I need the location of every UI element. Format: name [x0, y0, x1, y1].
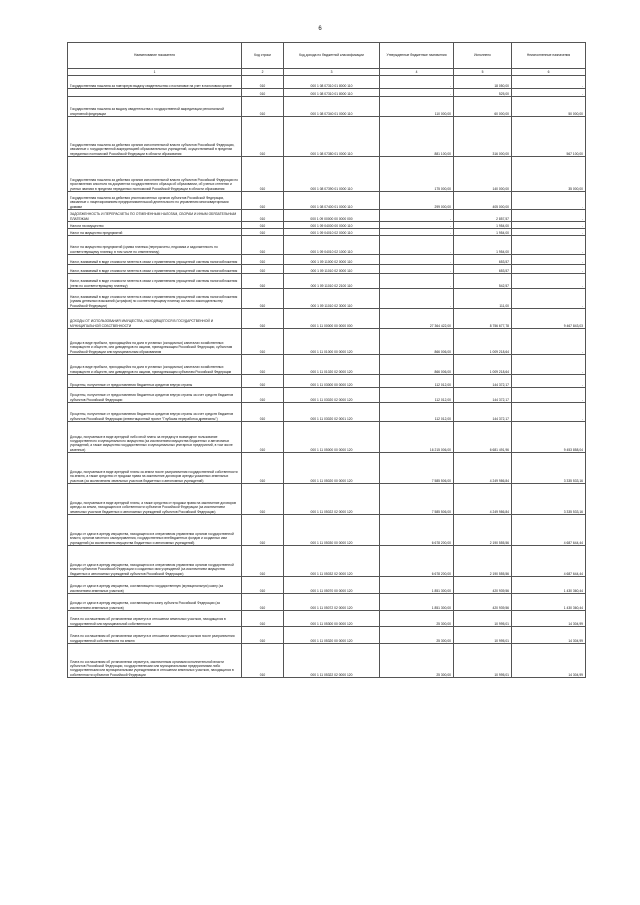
row-revenue-code: 000 1 09 11010 02 2100 110 [284, 274, 380, 289]
row-revenue-code: 000 1 08 07340 01 0000 110 [284, 97, 380, 117]
column-number: 4 [380, 69, 454, 76]
header-approved: Утвержденные бюджетные назначения [380, 43, 454, 69]
row-line-code: 010 [242, 274, 284, 289]
table-row [68, 611, 586, 627]
row-line-code: 010 [242, 255, 284, 265]
row-approved: 1 851 300,00 [380, 577, 454, 594]
table-row [68, 222, 586, 229]
row-name: Налог, взимаемый в виде стоимости патента в связи с применением упрощенной системы налогообложения [68, 265, 242, 274]
row-name: Доходы от сдачи в аренду имущества, находящегося в оперативном управлении органов государственной власти субъектов Российской Федерации и созданных ими учреждений (за исключением имущества бюджетных и автономных учреждений субъектов Российской Федерации) [68, 546, 242, 577]
table-row [68, 274, 586, 289]
row-line-code: 010 [242, 484, 284, 515]
row-remaining: 14 304,99 [512, 627, 586, 644]
row-revenue-code: 000 1 11 05020 00 0000 120 [284, 453, 380, 484]
row-revenue-code: 000 1 11 05072 02 0000 120 [284, 594, 380, 611]
table-row [68, 97, 586, 117]
row-approved: 27 364 422,00 [380, 309, 454, 329]
row-remaining: - [512, 265, 586, 274]
table-row [68, 422, 586, 453]
row-name: Доходы от сдачи в аренду имущества, составляющего казну субъекта Российской Федерации (за исключением земельных участков) [68, 594, 242, 611]
table-row [68, 403, 586, 422]
row-line-code: 010 [242, 97, 284, 117]
row-executed: 525,00 [454, 89, 512, 97]
row-remaining: - [512, 192, 586, 210]
row-executed: 316 000,00 [454, 117, 512, 157]
row-approved: - [380, 289, 454, 309]
row-revenue-code: 000 1 11 03020 02 0000 120 [284, 388, 380, 403]
row-name [68, 89, 242, 97]
row-revenue-code: 000 1 08 07310 01 8000 110 [284, 89, 380, 97]
row-revenue-code: 000 1 11 05320 00 0000 120 [284, 627, 380, 644]
row-approved: 112 012,00 [380, 388, 454, 403]
row-line-code: 010 [242, 515, 284, 546]
row-revenue-code: 000 1 11 00000 00 0000 000 [284, 309, 380, 329]
table-row [68, 644, 586, 678]
row-name: Доходы, получаемые в виде арендной платы, а также средства от продажи права на заключение договоров аренды за земли, находящиеся в собственности субъектов Российской Федерации (за исключением земельных участков бюджетных и автономных учреждений субъектов Российской Федерации) [68, 484, 242, 515]
row-revenue-code: 000 1 11 05000 00 0000 120 [284, 422, 380, 453]
row-line-code: 010 [242, 594, 284, 611]
row-revenue-code: 000 1 09 04010 02 0000 110 [284, 229, 380, 236]
row-approved: 866 006,00 [380, 329, 454, 355]
row-executed: 111,00 [454, 289, 512, 309]
row-executed: 60 000,00 [454, 97, 512, 117]
header-executed: Исполнено [454, 43, 512, 69]
row-name: Проценты, полученные от предоставления бюджетных кредитов внутри страны [68, 375, 242, 388]
row-line-code: 010 [242, 453, 284, 484]
table-row [68, 329, 586, 355]
row-approved: - [380, 76, 454, 89]
row-line-code: 010 [242, 222, 284, 229]
row-remaining: - [512, 375, 586, 388]
row-remaining: 567 100,00 [512, 117, 586, 157]
row-name: Налог, взимаемый в виде стоимости патента в связи с применением упрощенной системы налогообложения [68, 255, 242, 265]
row-line-code: 010 [242, 229, 284, 236]
row-line-code: 010 [242, 375, 284, 388]
row-name: Доходы от сдачи в аренду имущества, находящегося в оперативном управлении органов государственной власти, органов местного самоуправления, государственных внебюджетных фондов и созданных ими учреждений (за исключением имущества бюджетных и автономных учреждений) [68, 515, 242, 546]
row-name: Доходы в виде прибыли, приходящейся на доли в уставных (складочных) капиталах хозяйственных товариществ и обществ, или дивидендов по акциям, принадлежащим Российской Федерации, субъектам Российской Федерации или муниципальным образованиям [68, 329, 242, 355]
row-line-code: 010 [242, 422, 284, 453]
row-approved: - [380, 222, 454, 229]
row-remaining: 14 304,99 [512, 644, 586, 678]
row-executed: 4 249 986,84 [454, 484, 512, 515]
header-revenue-code: Код дохода по бюджетной классификации [284, 43, 380, 69]
row-executed: 420 939,56 [454, 577, 512, 594]
table-row [68, 265, 586, 274]
row-approved: 6 678 200,00 [380, 515, 454, 546]
page-number: 6 [318, 26, 322, 32]
row-name: Государственная пошлина за действия уполномоченных органов субъектов Российской Федерации, связанные с лицензированием предпринимательской деятельности по управлению многоквартирными домами [68, 192, 242, 210]
table-row [68, 89, 586, 97]
row-line-code: 010 [242, 611, 284, 627]
row-remaining: - [512, 274, 586, 289]
row-name: ЗАДОЛЖЕННОСТЬ И ПЕРЕРАСЧЕТЫ ПО ОТМЕНЕННЫМ НАЛОГАМ, СБОРАМ И ИНЫМ ОБЯЗАТЕЛЬНЫМ ПЛАТЕЖАМ [68, 210, 242, 222]
row-name: Налог, взимаемый в виде стоимости патента в связи с применением упрощенной системы налогообложения (пени по соответствующему платежу) [68, 274, 242, 289]
row-line-code: 010 [242, 546, 284, 577]
row-executed: 4 249 986,84 [454, 453, 512, 484]
row-revenue-code: 000 1 11 05300 00 0000 120 [284, 611, 380, 627]
row-executed: 2 190 555,56 [454, 515, 512, 546]
row-line-code: 010 [242, 644, 284, 678]
row-approved: - [380, 89, 454, 97]
table-row [68, 594, 586, 611]
row-name: Доходы от сдачи в аренду имущества, составляющего государственную (муниципальную) казну (за исключением земельных участков) [68, 577, 242, 594]
row-remaining: - [512, 329, 586, 355]
row-revenue-code: 000 1 08 07310 01 8000 110 [284, 76, 380, 89]
row-revenue-code: 000 1 11 03000 00 0000 120 [284, 375, 380, 388]
row-name: Государственная пошлина за действия органов исполнительной власти субъектов Российской Федерации по проставлению апостиля на документах государственного образца об образовании, об ученых степенях и ученых званиях в пределах переданных полномочий Российской Федерации в области образования [68, 157, 242, 192]
row-executed: 144 372,17 [454, 375, 512, 388]
budget-execution-report [67, 42, 585, 678]
row-approved: - [380, 229, 454, 236]
row-approved: - [380, 274, 454, 289]
row-revenue-code: 000 1 11 05030 00 0000 120 [284, 515, 380, 546]
row-remaining: - [512, 388, 586, 403]
row-executed: 1 009 218,64 [454, 329, 512, 355]
row-approved: - [380, 265, 454, 274]
row-line-code: 010 [242, 403, 284, 422]
table-row [68, 192, 586, 210]
table-row [68, 309, 586, 329]
row-line-code: 010 [242, 355, 284, 375]
row-remaining: - [512, 76, 586, 89]
row-line-code: 010 [242, 76, 284, 89]
row-executed: 144 372,17 [454, 403, 512, 422]
row-executed: 18 050,00 [454, 76, 512, 89]
revenue-table [67, 42, 586, 678]
row-revenue-code: 000 1 11 01000 00 0000 120 [284, 329, 380, 355]
row-line-code: 010 [242, 309, 284, 329]
row-name: Государственная пошлина за повторную выдачу свидетельства о постановке на учет в налоговом органе [68, 76, 242, 89]
row-approved: 110 000,00 [380, 97, 454, 117]
row-approved: 112 012,00 [380, 403, 454, 422]
table-body [68, 76, 586, 678]
row-remaining: - [512, 236, 586, 255]
row-revenue-code: 000 1 11 05032 02 0000 120 [284, 546, 380, 577]
row-executed: 653,57 [454, 265, 512, 274]
row-remaining: - [512, 403, 586, 422]
row-name: Налог на имущество предприятий (сумма платежа (перерасчеты, недоимка и задолженность по соответствующему платежу, в том числе по отмененному) [68, 236, 242, 255]
row-revenue-code: 000 1 09 11000 02 0000 110 [284, 255, 380, 265]
row-line-code: 010 [242, 117, 284, 157]
row-name: Государственная пошлина за выдачу свидетельства о государственной аккредитации региональной спортивной федерации [68, 97, 242, 117]
table-row [68, 76, 586, 89]
row-revenue-code: 000 1 11 05322 02 0000 120 [284, 644, 380, 678]
row-name: Проценты, полученные от предоставления бюджетных кредитов внутри страны за счет средств бюджетов субъектов Российской Федерации [68, 388, 242, 403]
column-number: 2 [242, 69, 284, 76]
row-line-code: 010 [242, 192, 284, 210]
row-remaining: - [512, 210, 586, 222]
row-executed: 542,57 [454, 274, 512, 289]
row-line-code: 010 [242, 329, 284, 355]
table-row [68, 484, 586, 515]
row-remaining: - [512, 255, 586, 265]
row-executed: 2 190 555,56 [454, 546, 512, 577]
row-approved: 299 000,00 [380, 192, 454, 210]
row-name: Государственная пошлина за действия органов исполнительной власти субъектов Российской Федерации, связанные с государственной аккредитацией образовательных учреждений, осуществляемой в пределах переданных полномочий Российской Федерации в области образования [68, 117, 242, 157]
row-remaining: 35 000,00 [512, 157, 586, 192]
row-revenue-code: 000 1 11 05070 00 0000 120 [284, 577, 380, 594]
row-revenue-code: 000 1 11 03020 02 0001 120 [284, 403, 380, 422]
row-name: ДОХОДЫ ОТ ИСПОЛЬЗОВАНИЯ ИМУЩЕСТВА, НАХОДЯЩЕГОСЯ В ГОСУДАРСТВЕННОЙ И МУНИЦИПАЛЬНОЙ СОБСТВЕННОСТИ [68, 309, 242, 329]
table-row [68, 627, 586, 644]
row-approved: 7 585 506,00 [380, 453, 454, 484]
row-executed: 1 954,00 [454, 229, 512, 236]
row-remaining: 4 687 644,44 [512, 515, 586, 546]
row-approved: 25 300,00 [380, 644, 454, 678]
row-remaining: - [512, 229, 586, 236]
row-remaining: 9 467 843,03 [512, 309, 586, 329]
row-approved: - [380, 255, 454, 265]
row-executed: 144 372,17 [454, 388, 512, 403]
row-remaining: 3 335 533,16 [512, 453, 586, 484]
row-approved: 16 215 006,00 [380, 422, 454, 453]
row-approved: 112 012,00 [380, 375, 454, 388]
column-number-row [68, 69, 586, 76]
row-remaining: 4 687 644,44 [512, 546, 586, 577]
row-executed: 10 995,01 [454, 644, 512, 678]
row-revenue-code: 000 1 09 11010 02 0000 110 [284, 265, 380, 274]
row-approved: 866 006,00 [380, 355, 454, 375]
row-revenue-code: 000 1 11 01020 02 0000 120 [284, 355, 380, 375]
header-remaining: Неисполненные назначения [512, 43, 586, 69]
row-line-code: 010 [242, 388, 284, 403]
row-line-code: 010 [242, 289, 284, 309]
row-name: Налог, взимаемый в виде стоимости патента в связи с применением упрощенной системы налогообложения (суммы денежных взысканий (штрафов) по соответствующему платежу согласно законодательству Российской Федерации) [68, 289, 242, 309]
table-row [68, 117, 586, 157]
row-approved: - [380, 236, 454, 255]
row-revenue-code: 000 1 08 07390 01 0000 110 [284, 157, 380, 192]
row-executed: 420 939,56 [454, 594, 512, 611]
row-revenue-code: 000 1 08 07380 01 0000 110 [284, 117, 380, 157]
row-remaining: 50 000,00 [512, 97, 586, 117]
row-remaining: 14 304,99 [512, 611, 586, 627]
row-name: Налог на имущество предприятий [68, 229, 242, 236]
row-name: Проценты, полученные от предоставления бюджетных кредитов внутри страны за счет средств бюджетов субъектов Российской Федерации (инвестиционный проект "Глубокая переработка древесины") [68, 403, 242, 422]
row-executed: 653,57 [454, 255, 512, 265]
row-remaining: - [512, 289, 586, 309]
row-line-code: 010 [242, 627, 284, 644]
row-name: Плата по соглашениям об установлении сервитута, заключенным органами исполнительной власти субъектов Российской Федерации, государственными или муниципальными предприятиями либо государственными или муниципальными учреждениями в отношении земельных участков, находящихся в собственности субъектов Российской Федерации [68, 644, 242, 678]
row-remaining: 1 430 360,44 [512, 577, 586, 594]
row-executed: 6 681 491,96 [454, 422, 512, 453]
row-remaining: 1 430 360,44 [512, 594, 586, 611]
row-executed: 140 000,00 [454, 157, 512, 192]
row-approved: 25 300,00 [380, 611, 454, 627]
row-name: Доходы, получаемые в виде арендной платы за земли после разграничения государственной собственности на землю, а также средства от продажи права на заключение договоров аренды указанных земельных участков (за исключением земельных участков бюджетных и автономных учреждений) [68, 453, 242, 484]
table-row [68, 388, 586, 403]
row-revenue-code: 000 1 08 07400 01 0000 110 [284, 192, 380, 210]
table-row [68, 157, 586, 192]
column-number: 1 [68, 69, 242, 76]
row-executed: 8 756 677,78 [454, 309, 512, 329]
table-row [68, 229, 586, 236]
row-remaining: 3 335 533,16 [512, 484, 586, 515]
table-row [68, 236, 586, 255]
row-name: Доходы в виде прибыли, приходящейся на доли в уставных (складочных) капиталах хозяйственных товариществ и обществ, или дивидендов по акциям, принадлежащим субъектам Российской Федерации [68, 355, 242, 375]
row-line-code: 010 [242, 577, 284, 594]
header-line-code: Код строки [242, 43, 284, 69]
row-name: Плата по соглашениям об установлении сервитута в отношении земельных участков, находящихся в государственной или муниципальной собственности [68, 611, 242, 627]
row-approved: 1 851 300,00 [380, 594, 454, 611]
row-executed: 2 857,57 [454, 210, 512, 222]
column-number: 6 [512, 69, 586, 76]
row-approved: 881 100,00 [380, 117, 454, 157]
table-row [68, 355, 586, 375]
table-row [68, 453, 586, 484]
row-line-code: 010 [242, 265, 284, 274]
row-name: Налоги на имущество [68, 222, 242, 229]
row-executed: 10 995,01 [454, 627, 512, 644]
table-row [68, 577, 586, 594]
row-executed: 405 000,00 [454, 192, 512, 210]
row-approved: - [380, 210, 454, 222]
row-revenue-code: 000 1 09 00000 00 0000 000 [284, 210, 380, 222]
row-remaining: 9 453 858,04 [512, 422, 586, 453]
table-row [68, 210, 586, 222]
row-approved: 175 000,00 [380, 157, 454, 192]
row-name: Плата по соглашениям об установлении сервитута в отношении земельных участков после разграничения государственной собственности на землю [68, 627, 242, 644]
row-revenue-code: 000 1 09 11010 02 3000 110 [284, 289, 380, 309]
row-line-code: 010 [242, 157, 284, 192]
column-number: 5 [454, 69, 512, 76]
row-approved: 25 300,00 [380, 627, 454, 644]
table-row [68, 375, 586, 388]
row-executed: 10 995,01 [454, 611, 512, 627]
row-name: Доходы, получаемые в виде арендной либо иной платы за передачу в возмездное пользование государственного и муниципального имущества (за исключением имущества бюджетных и автономных учреждений, а также имущества государственных и муниципальных унитарных предприятий, в том числе казенных) [68, 422, 242, 453]
row-approved: 6 678 200,00 [380, 546, 454, 577]
header-name: Наименование показателя [68, 43, 242, 69]
table-row [68, 289, 586, 309]
row-revenue-code: 000 1 09 04010 02 1000 110 [284, 236, 380, 255]
table-row [68, 515, 586, 546]
row-executed: 1 954,00 [454, 236, 512, 255]
row-approved: 7 585 506,00 [380, 484, 454, 515]
table-row [68, 255, 586, 265]
table-header-row [68, 43, 586, 69]
row-executed: 1 954,00 [454, 222, 512, 229]
row-line-code: 010 [242, 236, 284, 255]
row-revenue-code: 000 1 09 04000 00 0000 110 [284, 222, 380, 229]
row-line-code: 010 [242, 210, 284, 222]
row-remaining: - [512, 355, 586, 375]
row-revenue-code: 000 1 11 05022 02 0000 120 [284, 484, 380, 515]
row-line-code: 010 [242, 89, 284, 97]
row-executed: 1 009 218,64 [454, 355, 512, 375]
row-remaining: - [512, 222, 586, 229]
row-remaining: - [512, 89, 586, 97]
table-row [68, 546, 586, 577]
column-number: 3 [284, 69, 380, 76]
